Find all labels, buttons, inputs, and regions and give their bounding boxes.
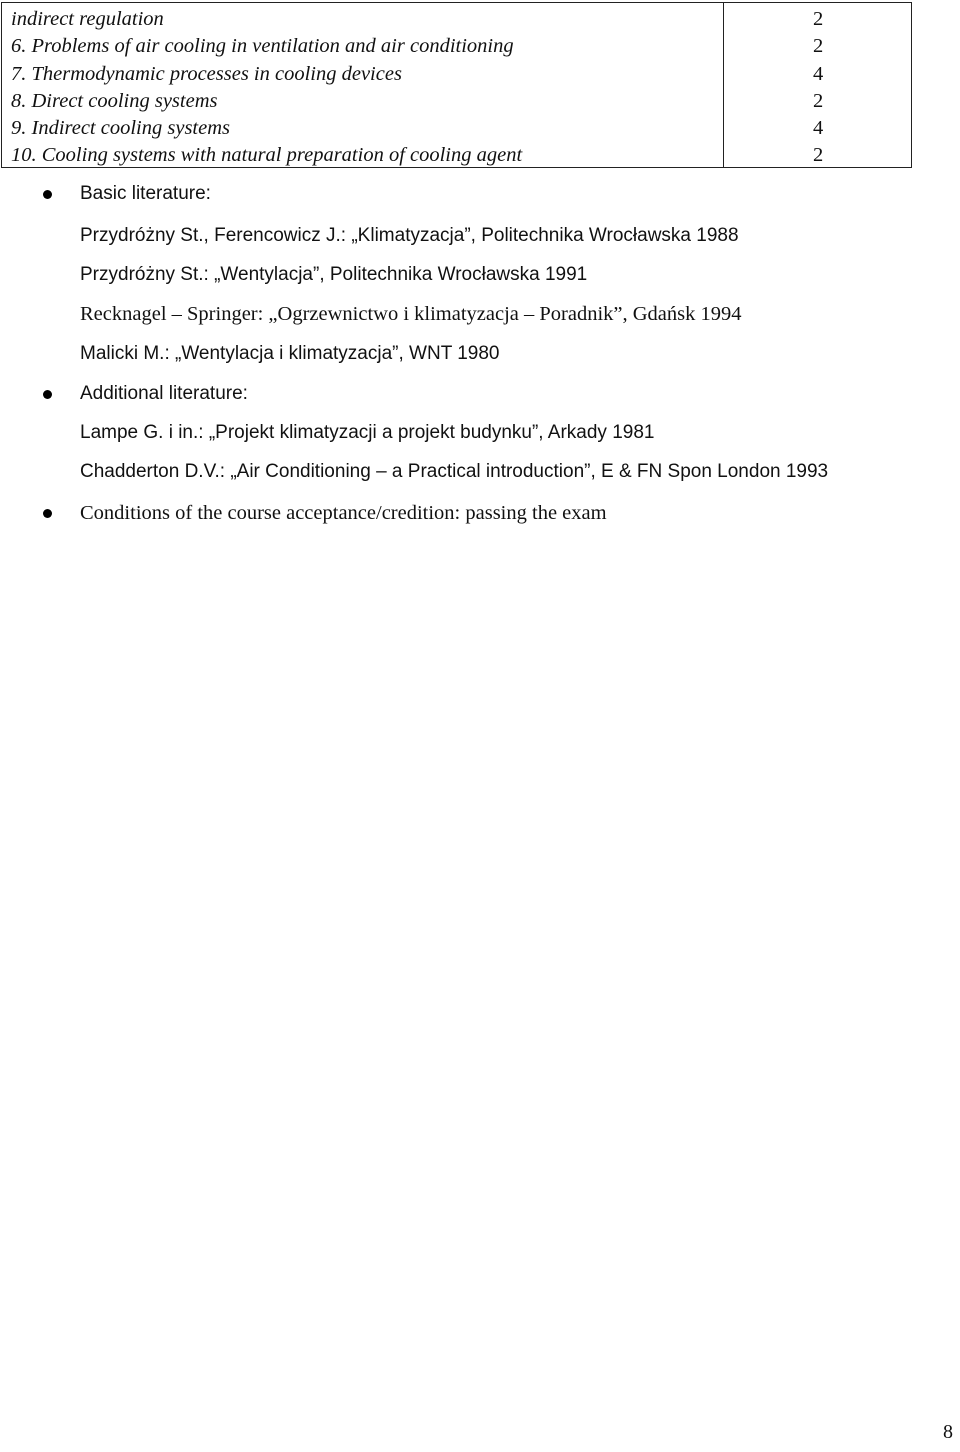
bullet-icon <box>43 390 52 399</box>
basic-literature-heading: Basic literature: <box>80 183 211 204</box>
basic-literature-item: Przydróżny St., Ferencowicz J.: „Klimatyzacja”, Politechnika Wrocławska 1988 <box>80 225 739 246</box>
topic-row: 6. Problems of air cooling in ventilation and air conditioning <box>11 35 514 58</box>
topic-hours: 2 <box>813 89 824 112</box>
topic-hours: 2 <box>813 8 824 30</box>
topic-row: 8. Direct cooling systems <box>11 89 218 112</box>
conditions-text: Conditions of the course acceptance/credition: passing the exam <box>80 502 607 524</box>
topic-hours: 4 <box>813 117 824 140</box>
topic-row: 7. Thermodynamic processes in cooling devices <box>11 62 402 85</box>
topic-row: indirect regulation <box>11 8 164 30</box>
bullet-icon <box>43 509 52 518</box>
additional-literature-item: Lampe G. i in.: „Projekt klimatyzacji a projekt budynku”, Arkady 1981 <box>80 422 655 443</box>
topics-column <box>2 3 724 167</box>
topics-table <box>1 2 912 168</box>
basic-literature-item: Malicki M.: „Wentylacja i klimatyzacja”, WNT 1980 <box>80 343 500 364</box>
topic-row: 9. Indirect cooling systems <box>11 117 231 140</box>
bullet-icon <box>43 190 52 199</box>
topic-row: 10. Cooling systems with natural preparation of cooling agent <box>11 144 523 167</box>
basic-literature-item: Recknagel – Springer: „Ogrzewnictwo i klimatyzacja – Poradnik”, Gdańsk 1994 <box>80 303 742 325</box>
basic-literature-item: Przydróżny St.: „Wentylacja”, Politechnika Wrocławska 1991 <box>80 264 588 285</box>
additional-literature-heading: Additional literature: <box>80 383 248 404</box>
topic-hours: 2 <box>813 144 824 167</box>
page-number: 8 <box>943 1421 953 1443</box>
topic-hours: 2 <box>813 35 824 58</box>
hours-column <box>724 3 911 167</box>
additional-literature-item: Chadderton D.V.: „Air Conditioning – a Practical introduction”, E & FN Spon London 1993 <box>80 461 829 482</box>
topic-hours: 4 <box>813 62 824 85</box>
